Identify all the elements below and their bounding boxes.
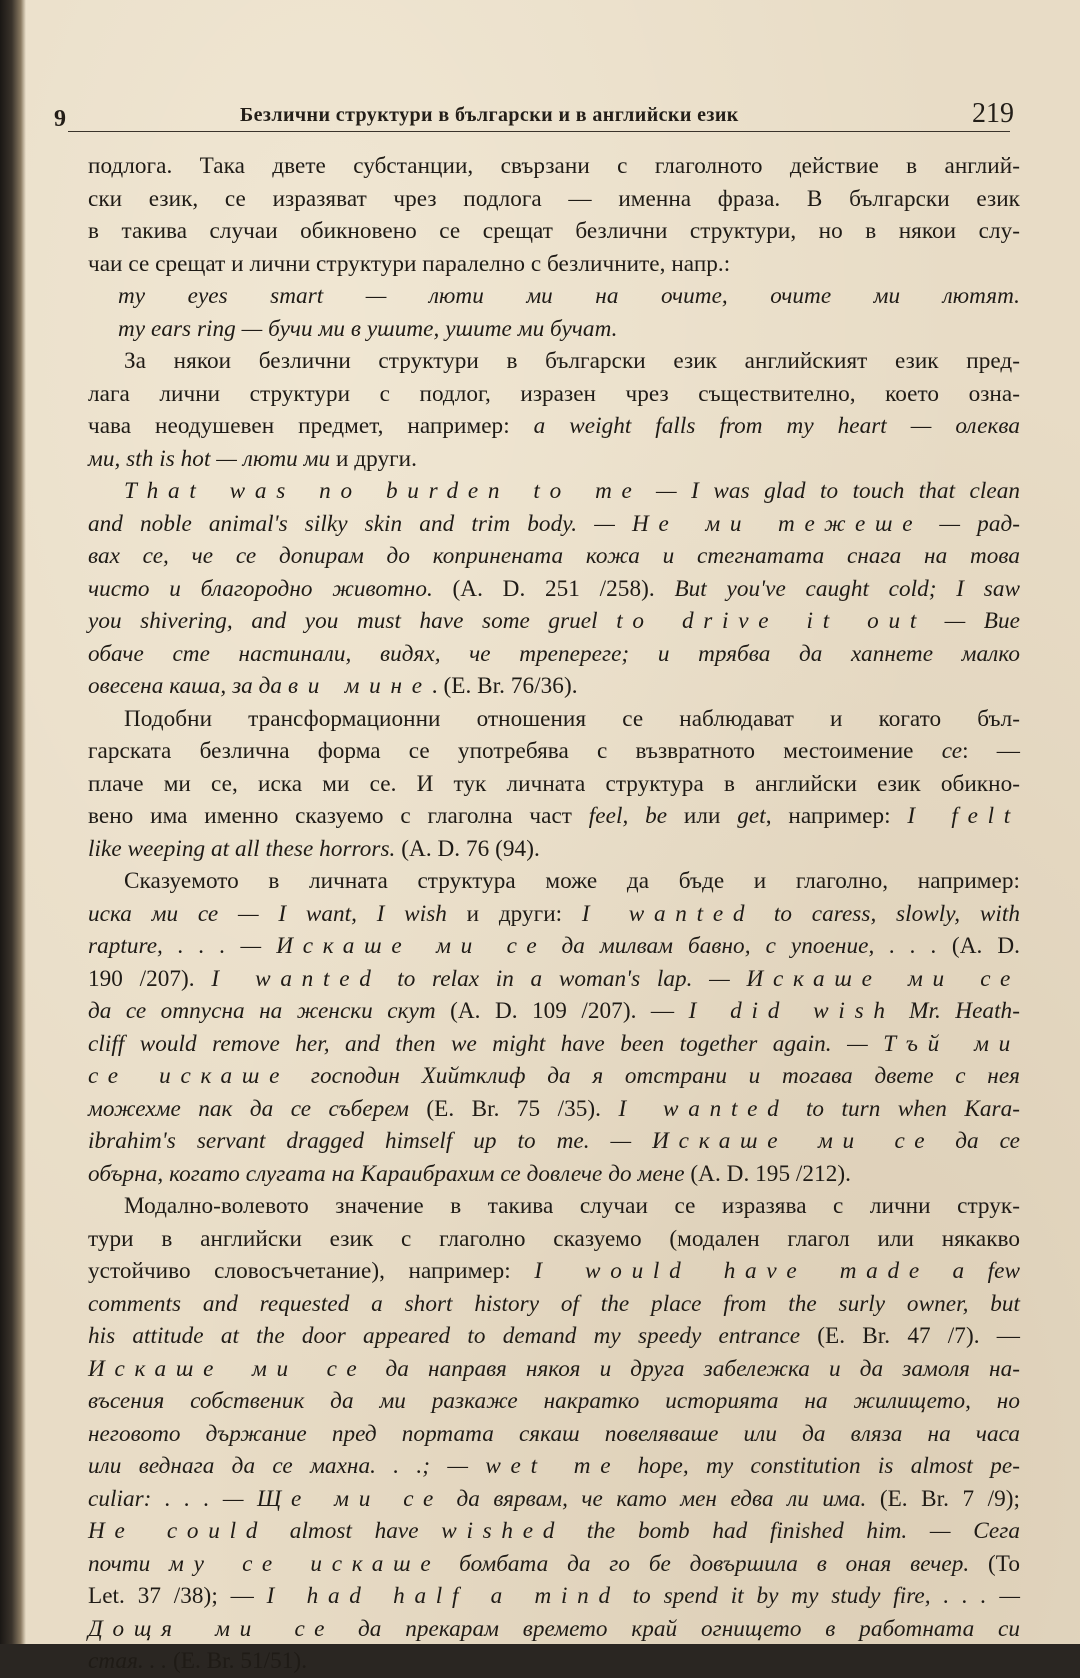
roman-text: (A. D. 195 /212). xyxy=(684,1160,851,1187)
italic-text: вах се, че се допирам до копринената кожа и стегнатата снага на това xyxy=(88,543,1020,569)
text-line xyxy=(88,280,1020,313)
text-line xyxy=(88,1190,1020,1223)
roman-text: чава неодушевен предмет, например: xyxy=(88,413,534,439)
roman-text: вено има именно сказуемо с глаголна част xyxy=(88,803,589,829)
spaced-emphasis: I wanted xyxy=(581,900,755,927)
roman-text: Let. 37 /38); — xyxy=(88,1583,267,1609)
text-line xyxy=(88,865,1020,898)
text-line xyxy=(88,703,1020,736)
italic-text: the bomb had finished him. — Сега xyxy=(564,1518,1020,1544)
text-line xyxy=(88,475,1020,508)
text-line xyxy=(88,605,1020,638)
text-line xyxy=(88,215,1020,248)
italic-text: culiar: . . . — xyxy=(88,1485,258,1512)
spaced-emphasis: to drive it out xyxy=(616,608,927,634)
italic-text: неговото държание пред портата сякаш повеляваше или да вляза на часа xyxy=(88,1420,1020,1447)
italic-text: стая. . . xyxy=(88,1648,168,1674)
text-line xyxy=(88,1645,1020,1678)
text-line xyxy=(88,670,1020,703)
spaced-emphasis: I wanted xyxy=(211,965,381,992)
text-line xyxy=(88,378,1020,411)
text-line xyxy=(88,1385,1020,1418)
italic-text: almost have xyxy=(267,1518,442,1544)
spaced-emphasis: I wanted xyxy=(618,1095,789,1122)
text-line xyxy=(88,443,1020,476)
text-line xyxy=(88,963,1020,996)
roman-text: . (E. Br. 76/36). xyxy=(431,673,578,699)
text-line xyxy=(88,1288,1020,1321)
roman-text: Подобни трансформационни отношения се наблюдават и когато бъл- xyxy=(124,705,1020,732)
italic-text: или веднага да се махна. . .; — xyxy=(88,1453,486,1479)
spaced-emphasis: Искаше ми се xyxy=(652,1128,935,1154)
text-line xyxy=(88,1093,1020,1126)
roman-text: (E. Br. 47 /7). — xyxy=(800,1323,1020,1349)
roman-text: (To xyxy=(969,1550,1021,1577)
italic-text: hope, my constitution is almost pe- xyxy=(620,1453,1020,1479)
roman-text: (A. D. 251 /258). xyxy=(432,575,675,602)
italic-text: But you've caught cold; I saw xyxy=(674,575,1021,602)
italic-text: можехме пак да се съберем xyxy=(88,1095,409,1122)
italic-text: ми, sth is hot — люти ми xyxy=(88,445,331,472)
roman-text: : — xyxy=(962,738,1020,764)
italic-text: да се xyxy=(934,1128,1020,1154)
italic-text: — Вие xyxy=(926,608,1020,634)
italic-text: to relax in a woman's lap. — xyxy=(380,965,747,992)
text-line xyxy=(88,313,1020,346)
italic-text: да милвам бавно, с упоение, . . . xyxy=(546,933,937,959)
roman-text: гарската безлична форма се употребява с възвратното местоимение xyxy=(88,738,942,764)
spaced-emphasis: Тъй ми xyxy=(883,1030,1020,1057)
italic-text: да направя някоя и друга забележка и да замоля на- xyxy=(366,1355,1020,1382)
text-line xyxy=(88,638,1020,671)
header-rule xyxy=(68,131,1010,132)
italic-text: to turn when Kara- xyxy=(788,1095,1021,1122)
spaced-emphasis: I felt xyxy=(907,803,1020,829)
page-number: 219 xyxy=(972,98,1014,129)
italic-text: да прекарам времето край огнището в работната си xyxy=(334,1615,1021,1642)
italic-text: се xyxy=(941,738,963,764)
roman-text: Модално-волевото значение в такива случаи се изразява с лични струк- xyxy=(124,1193,1020,1219)
text-line xyxy=(88,410,1020,443)
text-line xyxy=(88,1613,1020,1646)
text-line xyxy=(88,1418,1020,1451)
roman-text: 190 /207). xyxy=(88,965,212,992)
spaced-emphasis: му се искаше xyxy=(169,1550,441,1577)
italic-text: and noble animal's silky skin and trim body. — xyxy=(88,510,633,537)
roman-text: , например: xyxy=(765,803,908,829)
roman-text: (A. D. 76 (94). xyxy=(395,835,540,862)
text-line xyxy=(88,150,1020,183)
roman-text: (A. D. xyxy=(936,933,1021,959)
text-line xyxy=(88,540,1020,573)
spaced-emphasis: I did wish xyxy=(688,998,895,1024)
italic-text: cliff would remove her, and then we might have been together again. — xyxy=(88,1030,884,1057)
spaced-emphasis: I would have made xyxy=(534,1258,929,1284)
italic-text: comments and requested a short history of the place from the surly owner, but xyxy=(88,1290,1020,1317)
text-line xyxy=(88,735,1020,768)
spaced-emphasis: wished xyxy=(441,1518,565,1544)
text-line xyxy=(88,1125,1020,1158)
italic-text: a weight falls from my heart — олеква xyxy=(533,413,1020,439)
italic-text: да вярвам, че като мен едва ли има. xyxy=(443,1485,867,1512)
text-line xyxy=(88,1580,1020,1613)
roman-text: подлога. Така двете субстанции, свързани с глаголното действие в англий- xyxy=(88,153,1020,179)
text-line xyxy=(88,248,1020,281)
text-line xyxy=(88,1450,1020,1483)
spaced-emphasis: He could xyxy=(88,1518,268,1544)
roman-text: (E. Br. 75 /35). xyxy=(408,1095,619,1122)
spaced-emphasis: Искаше ми се xyxy=(746,965,1021,992)
italic-text: овесена каша, за да xyxy=(88,673,288,699)
italic-text: to spend it by my study fire, . . . — xyxy=(619,1583,1020,1609)
text-line xyxy=(88,833,1020,866)
italic-text: like weeping at all these horrors. xyxy=(88,835,396,862)
text-line xyxy=(88,183,1020,216)
text-line xyxy=(88,995,1020,1028)
italic-text: rapture, . . . — xyxy=(88,933,277,959)
chapter-number: 9 xyxy=(54,106,66,132)
italic-text: my eyes smart — люти ми на очите, очите ми лютят. xyxy=(118,283,1020,309)
italic-text: обаче сте настинали, видях, че трепереге; и трябва да хапнете малко xyxy=(88,640,1020,667)
text-line xyxy=(88,573,1020,606)
spaced-emphasis: Дощя ми се xyxy=(88,1615,335,1642)
roman-text: чаи се срещат и лични структури паралелно с безличните, напр.: xyxy=(88,250,731,277)
roman-text: Сказуемото в личната структура може да бъде и глаголно, например: xyxy=(124,868,1020,894)
roman-text: (A. D. 109 /207). — xyxy=(435,998,689,1024)
text-line xyxy=(88,1483,1020,1516)
italic-text: — рад- xyxy=(922,510,1021,537)
italic-text: чисто и благородно животно. xyxy=(88,575,433,602)
text-line xyxy=(88,1223,1020,1256)
italic-text: почти xyxy=(88,1550,170,1577)
text-line xyxy=(88,1353,1020,1386)
text-line xyxy=(88,1548,1020,1581)
text-line xyxy=(88,508,1020,541)
spaced-emphasis: Не ми тежеше xyxy=(632,510,923,537)
roman-text: плаче ми се, иска ми се. И тук личната структура в английски език обикно- xyxy=(88,770,1020,797)
italic-text: my ears ring — бучи ми в ушите, ушите ми бучат. xyxy=(118,315,618,342)
spaced-emphasis: Искаше ми се xyxy=(276,933,547,959)
body-text xyxy=(88,150,1020,1678)
text-line xyxy=(88,1255,1020,1288)
italic-text: Mr. Heath- xyxy=(894,998,1020,1024)
spaced-emphasis: That was no burden to me xyxy=(124,478,642,504)
roman-text: ски език, се изразяват чрез подлога — именна фраза. В български език xyxy=(88,185,1020,212)
roman-text: (E. Br. 51/51). xyxy=(167,1648,308,1674)
roman-text: За някои безлични структури в български език английският език пред- xyxy=(124,348,1020,374)
text-line xyxy=(88,1060,1020,1093)
spaced-emphasis: Ще ми се xyxy=(257,1485,443,1512)
running-title: Безлични структури в български и в английски език xyxy=(240,104,739,126)
text-line xyxy=(88,930,1020,963)
italic-text: a few xyxy=(928,1258,1020,1284)
text-line xyxy=(88,1028,1020,1061)
book-spine-shadow xyxy=(0,0,26,1644)
spaced-emphasis: се искаше xyxy=(88,1063,290,1089)
italic-text: въсения собственик да ми разкаже накратко историята на жилището, но xyxy=(88,1388,1020,1414)
roman-text: (E. Br. 7 /9); xyxy=(866,1485,1020,1512)
spaced-emphasis: Искаше ми се xyxy=(88,1355,367,1382)
italic-text: feel, be xyxy=(588,803,668,829)
italic-text: обърна, когато слугата на Караибрахим се довлече до мене xyxy=(88,1160,685,1187)
italic-text: да се отпусна на женски скут xyxy=(88,998,436,1024)
text-line xyxy=(88,345,1020,378)
text-line xyxy=(88,898,1020,931)
roman-text: лага лични структури с подлог, изразен чрез съществително, което озна- xyxy=(88,380,1020,407)
spaced-emphasis: ви мине xyxy=(287,673,432,699)
text-line xyxy=(88,1320,1020,1353)
roman-text: тури в английски език с глаголно сказуемо (модален глагол или някакво xyxy=(88,1225,1020,1252)
spaced-emphasis: I had half a mind xyxy=(266,1583,620,1609)
roman-text: и други. xyxy=(330,445,417,472)
spaced-emphasis: wet me xyxy=(485,1453,621,1479)
italic-text: бомбата да го бе довършила в оная вечер. xyxy=(440,1550,970,1577)
roman-text: и други: xyxy=(446,900,582,927)
italic-text: his attitude at the door appeared to demand my speedy entrance xyxy=(88,1323,801,1349)
text-line xyxy=(88,800,1020,833)
roman-text: в такива случаи обикновено се срещат безлични структури, но в някои слу- xyxy=(88,218,1020,244)
text-line xyxy=(88,768,1020,801)
roman-text: устойчиво словосъчетание), например: xyxy=(88,1258,535,1284)
italic-text: иска ми се — I want, I wish xyxy=(88,900,447,927)
text-line xyxy=(88,1158,1020,1191)
italic-text: to caress, slowly, with xyxy=(754,900,1021,927)
italic-text: you shivering, and you must have some gruel xyxy=(88,608,617,634)
page-header xyxy=(54,92,1014,136)
italic-text: ibrahim's servant dragged himself up to me. — xyxy=(88,1128,653,1154)
text-line xyxy=(88,1515,1020,1548)
roman-text: или xyxy=(667,803,738,829)
italic-text: господин Хийтклиф да я отстрани и тогава двете с нея xyxy=(289,1063,1020,1089)
italic-text: — I was glad to touch that clean xyxy=(641,478,1020,504)
italic-text: get xyxy=(737,803,766,829)
